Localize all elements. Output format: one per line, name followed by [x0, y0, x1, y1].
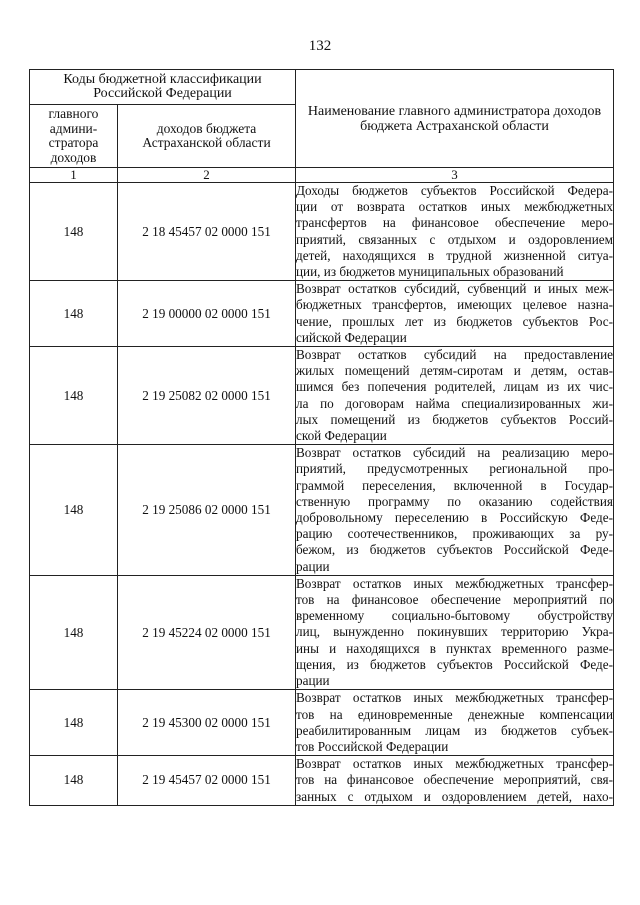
revenue-description — [296, 281, 614, 347]
description-line: приятий, связанных с отдыхом и оздоровлением — [296, 231, 613, 247]
header-line: стратора — [48, 135, 99, 150]
description-line: лых помещений из бюджетов субъектов Россий- — [296, 411, 613, 427]
page-number: 132 — [308, 38, 332, 54]
table-row — [30, 445, 614, 576]
description-line: Возврат остатков субсидий на предоставление — [296, 347, 613, 363]
description-line: Возврат остатков иных межбюджетных трансфер- — [296, 690, 613, 706]
description-line: детей, находящихся в трудной жизненной ситуа- — [296, 247, 613, 263]
description-line: шимся без попечения родителей, лицам из их чис- — [296, 379, 613, 395]
revenue-code: 2 19 00000 02 0000 151 — [118, 281, 296, 347]
description-line: жилых помещений детям-сиротам и детям, остав- — [296, 363, 613, 379]
revenue-code: 2 19 25082 02 0000 151 — [118, 347, 296, 445]
table-body — [30, 183, 614, 806]
description-line: добровольному переселению в Российскую Феде- — [296, 510, 613, 526]
header-line: доходов бюджета — [156, 120, 257, 136]
table-header — [30, 70, 614, 183]
revenue-description — [296, 575, 614, 689]
description-line: чение, прошлых лет из бюджетов субъектов Рос- — [296, 313, 613, 329]
budget-classification-table — [29, 69, 614, 806]
description-line: временному социально-бытовому обустройству — [296, 608, 613, 624]
revenue-code: 2 19 45224 02 0000 151 — [118, 575, 296, 689]
description-line: ской Федерации — [296, 428, 387, 444]
description-line: Возврат остатков субсидий, субвенций и иных меж- — [296, 281, 613, 297]
header-line: админи- — [49, 120, 98, 136]
revenue-description — [296, 183, 614, 281]
description-line: ины и находящихся в пунктах временного разме- — [296, 640, 613, 656]
description-line: щения, из бюджетов субъектов Российской Феде- — [296, 656, 613, 672]
revenue-code: 2 19 45300 02 0000 151 — [118, 690, 296, 756]
administrator-code: 148 — [30, 281, 118, 347]
description-line: рации — [296, 558, 330, 574]
revenue-code: 2 19 25086 02 0000 151 — [118, 445, 296, 576]
description-line: реабилитированным лицам из бюджетов субъек- — [296, 722, 613, 738]
description-line: ла по договорам найма специализированных жи- — [296, 395, 613, 411]
description-line: лиц, вынужденно покинувших территорию Укра- — [296, 624, 613, 640]
header-line: главного — [48, 106, 99, 121]
header-line: бюджета Астраханской области — [360, 118, 549, 134]
column-number-1: 1 — [30, 168, 118, 183]
header-line: Российской Федерации — [93, 86, 232, 101]
revenue-code: 2 19 45457 02 0000 151 — [118, 756, 296, 806]
table-row — [30, 575, 614, 689]
description-line: тов на финансовое обеспечение мероприятий по — [296, 592, 613, 608]
header-main-administrator — [30, 105, 118, 168]
revenue-code: 2 18 45457 02 0000 151 — [118, 183, 296, 281]
description-line: сийской Федерации — [296, 329, 407, 345]
table-row — [30, 183, 614, 281]
header-row-numbers — [30, 168, 614, 183]
header-administrator-name — [296, 70, 614, 168]
table-row — [30, 281, 614, 347]
description-line: рации — [296, 673, 330, 689]
description-line: бюджетных трансфертов, имеющих целевое назна- — [296, 297, 613, 313]
table-row — [30, 347, 614, 445]
column-number-2: 2 — [118, 168, 296, 183]
description-line: Возврат остатков иных межбюджетных трансфер- — [296, 575, 613, 591]
description-line: Возврат остатков иных межбюджетных трансфер- — [296, 756, 613, 772]
administrator-code: 148 — [30, 756, 118, 806]
column-number-3: 3 — [296, 168, 614, 183]
description-line: ции от возврата остатков иных межбюджетных — [296, 199, 613, 215]
revenue-description — [296, 756, 614, 806]
description-line: граммой переселения, включенной в Государ- — [296, 477, 613, 493]
revenue-description — [296, 690, 614, 756]
description-line: Доходы бюджетов субъектов Российской Федера- — [296, 183, 613, 198]
description-line: рацию соотечественников, проживающих за ру- — [296, 526, 613, 542]
description-line: тов Российской Федерации — [296, 738, 449, 754]
revenue-description — [296, 445, 614, 576]
description-line: занных с отдыхом и оздоровлением детей, нахо- — [296, 788, 613, 804]
table-row — [30, 756, 614, 806]
header-line: Астраханской области — [142, 135, 271, 150]
administrator-code: 148 — [30, 690, 118, 756]
description-line: тов на единовременные денежные компенсации — [296, 706, 613, 722]
description-line: Возврат остатков субсидий на реализацию меро- — [296, 445, 613, 461]
description-line: трансфертов на финансовое обеспечение меро- — [296, 215, 613, 231]
administrator-code: 148 — [30, 347, 118, 445]
administrator-code: 148 — [30, 445, 118, 576]
revenue-description — [296, 347, 614, 445]
description-line: ственную программу по оказанию содействия — [296, 493, 613, 509]
header-line: Наименование главного администратора доходов — [307, 103, 602, 119]
description-line: бежом, из бюджетов субъектов Российской Феде- — [296, 542, 613, 558]
header-line: Коды бюджетной классификации — [63, 72, 262, 87]
description-line: тов на финансовое обеспечение мероприятий, свя- — [296, 772, 613, 788]
header-budget-codes-group — [30, 70, 296, 105]
description-line: ции, из бюджетов муниципальных образований — [296, 264, 564, 280]
header-row-group — [30, 70, 614, 105]
header-regional-budget-revenue — [118, 105, 296, 168]
header-line: доходов — [50, 149, 97, 165]
table-row — [30, 690, 614, 756]
description-line: приятий, предусмотренных региональной про- — [296, 461, 613, 477]
administrator-code: 148 — [30, 183, 118, 281]
administrator-code: 148 — [30, 575, 118, 689]
